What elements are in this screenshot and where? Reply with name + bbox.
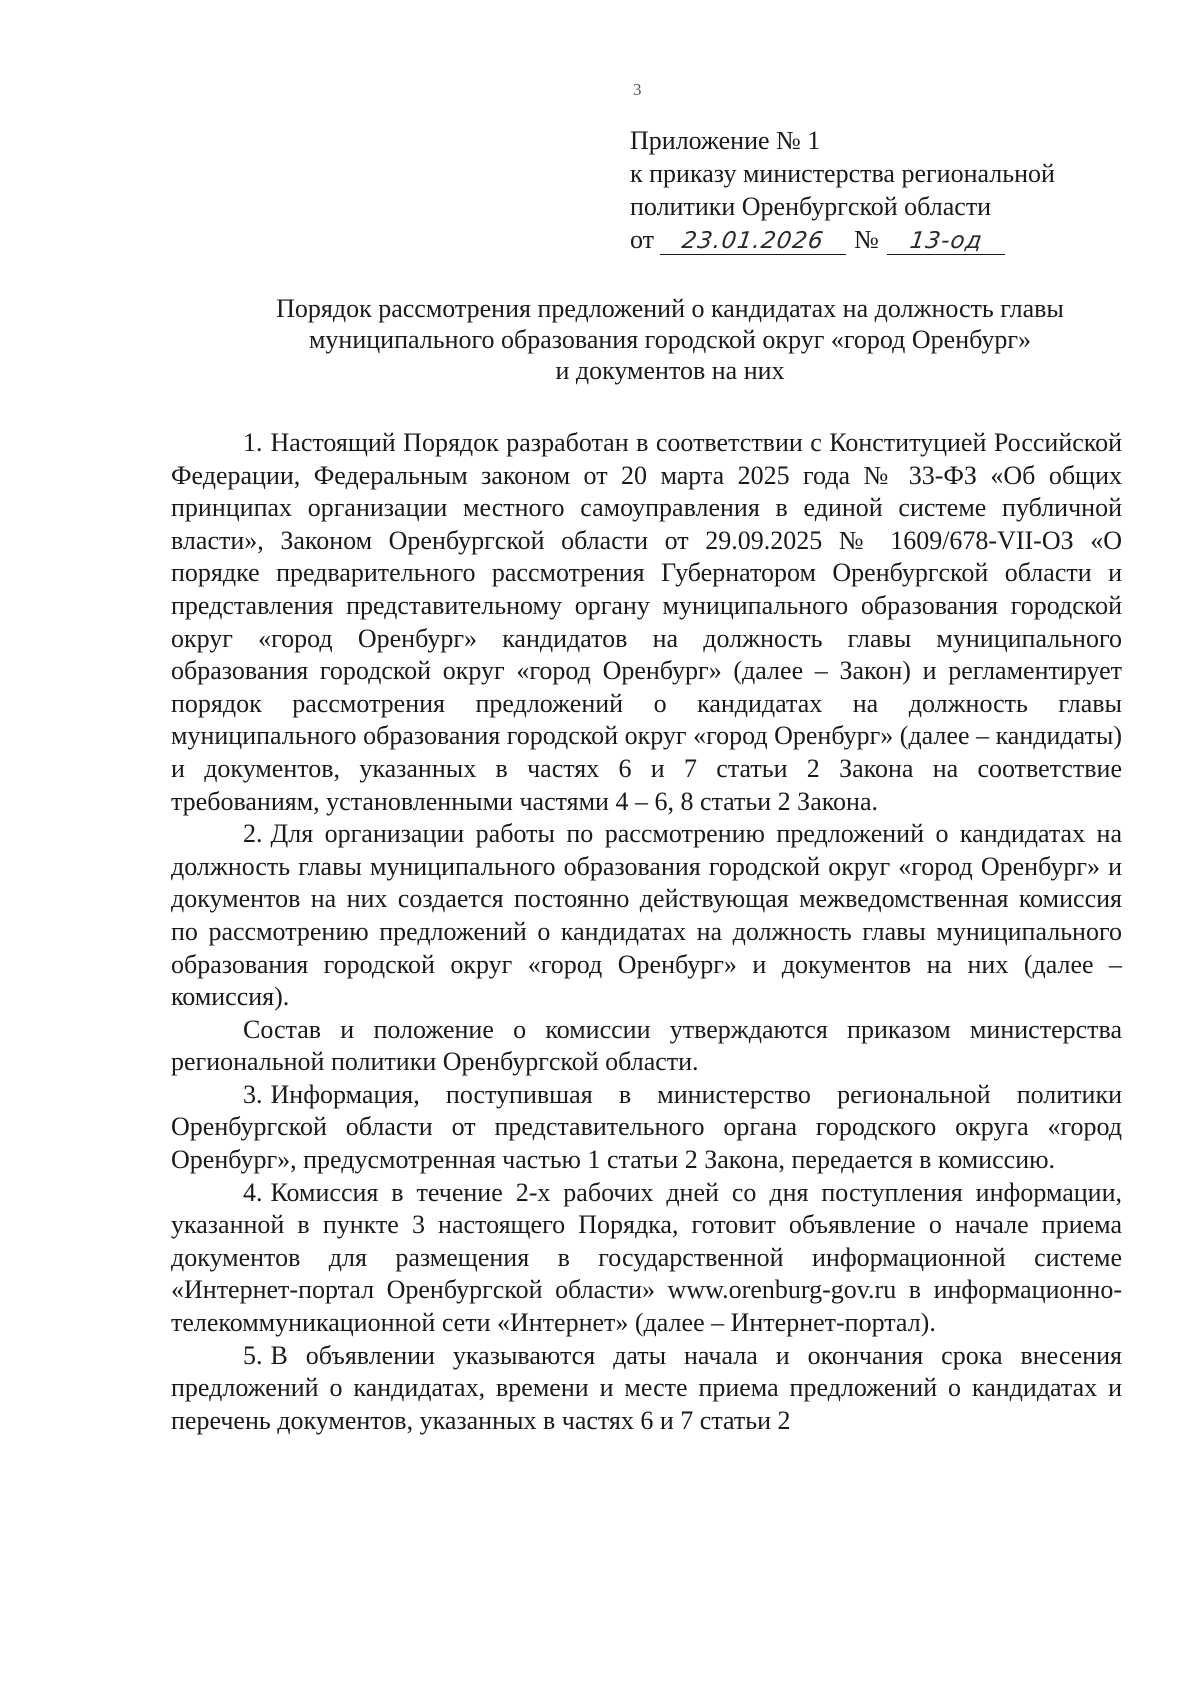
- paragraph-number: 2.: [243, 819, 263, 849]
- paragraph-number: 4.: [243, 1177, 263, 1207]
- appendix-order-ref: к приказу министерства региональной: [630, 159, 1055, 188]
- paragraph-text: В объявлении указываются даты начала и окончания срока внесения предложений о кандидатах, времени и месте приема предложений о кандидатах и перечень документов, указанных в частях 6 и 7 статьи 2: [171, 1340, 1122, 1435]
- paragraph-text: Информация, поступившая в министерство региональной политики Оренбургской области от представительного органа городского округа «город Оренбург», предусмотренная частью 1 статьи 2 Закона, передается в комиссию.: [171, 1079, 1122, 1175]
- date-field: [660, 227, 846, 255]
- title-line-2: муниципального образования городской округ «город Оренбург»: [308, 325, 1032, 354]
- paragraph-4: [171, 1177, 1122, 1340]
- handwritten-number: 13-од: [907, 228, 984, 254]
- handwritten-date: 23.01.2026: [680, 228, 826, 254]
- paragraph-2-continued: [171, 1014, 1122, 1079]
- appendix-date-line: [630, 223, 1055, 256]
- paragraph-text: Состав и положение о комиссии утверждаются приказом министерства региональной политики Оренбургской области.: [171, 1014, 1122, 1077]
- paragraph-text: Для организации работы по рассмотрению предложений о кандидатах на должность главы муниципального образования городской округ «город Оренбург» и документов на них создается постоянно действующая межведомственная комиссия по рассмотрению предложений о кандидатах на должность главы муниципального образования городской округ «город Оренбург» и документов на них (далее – комиссия).: [171, 819, 1122, 1012]
- page-number: 3: [633, 80, 642, 99]
- paragraph-text: Комиссия в течение 2-х рабочих дней со дня поступления информации, указанной в пункте 3 настоящего Порядка, готовит объявление о начале приема документов для размещения в государственной информационной системе «Интернет-портал Оренбургской области» www.orenburg-gov.ru в информационно-телекоммуникационной сети «Интернет» (далее – Интернет-портал).: [171, 1177, 1122, 1338]
- paragraph-number: 3.: [243, 1079, 263, 1109]
- document-title: [215, 293, 1125, 386]
- appendix-block: [630, 124, 1055, 256]
- paragraph-2: [171, 818, 1122, 1014]
- title-line-3: и документов на них: [555, 356, 785, 385]
- title-line-1: Порядок рассмотрения предложений о кандидатах на должность главы: [276, 294, 1064, 323]
- number-prefix: №: [854, 225, 879, 254]
- appendix-title: Приложение № 1: [630, 126, 821, 155]
- paragraph-1: [171, 427, 1122, 818]
- paragraph-3: [171, 1079, 1122, 1177]
- paragraph-5: [171, 1340, 1122, 1438]
- paragraph-number: 1.: [243, 428, 263, 457]
- date-prefix: от: [630, 225, 655, 254]
- number-field: [887, 227, 1005, 255]
- paragraph-text: Настоящий Порядок разработан в соответствии с Конституцией Российской Федерации, Федеральным законом от 20 марта 2025 года № 33-ФЗ «Об общих принципах организации местного самоуправления в единой системе публичной власти», Законом Оренбургской области от 29.09.2025 № 1609/678-VII-ОЗ «О порядке предварительного рассмотрения Губернатором Оренбургской области и представления представительному органу муниципального образования городской округ «город Оренбург» кандидатов на должность главы муниципального образования городской округ «город Оренбург» (далее – Закон) и регламентирует порядок рассмотрения предложений о кандидатах на должность главы муниципального образования городской округ «город Оренбург» (далее – кандидаты) и документов, указанных в частях 6 и 7 статьи 2 Закона на соответствие требованиям, установленными частями 4 – 6, 8 статьи 2 Закона.: [171, 428, 1122, 816]
- document-body: [171, 427, 1122, 1437]
- appendix-ministry: политики Оренбургской области: [630, 192, 992, 221]
- paragraph-number: 5.: [243, 1340, 263, 1370]
